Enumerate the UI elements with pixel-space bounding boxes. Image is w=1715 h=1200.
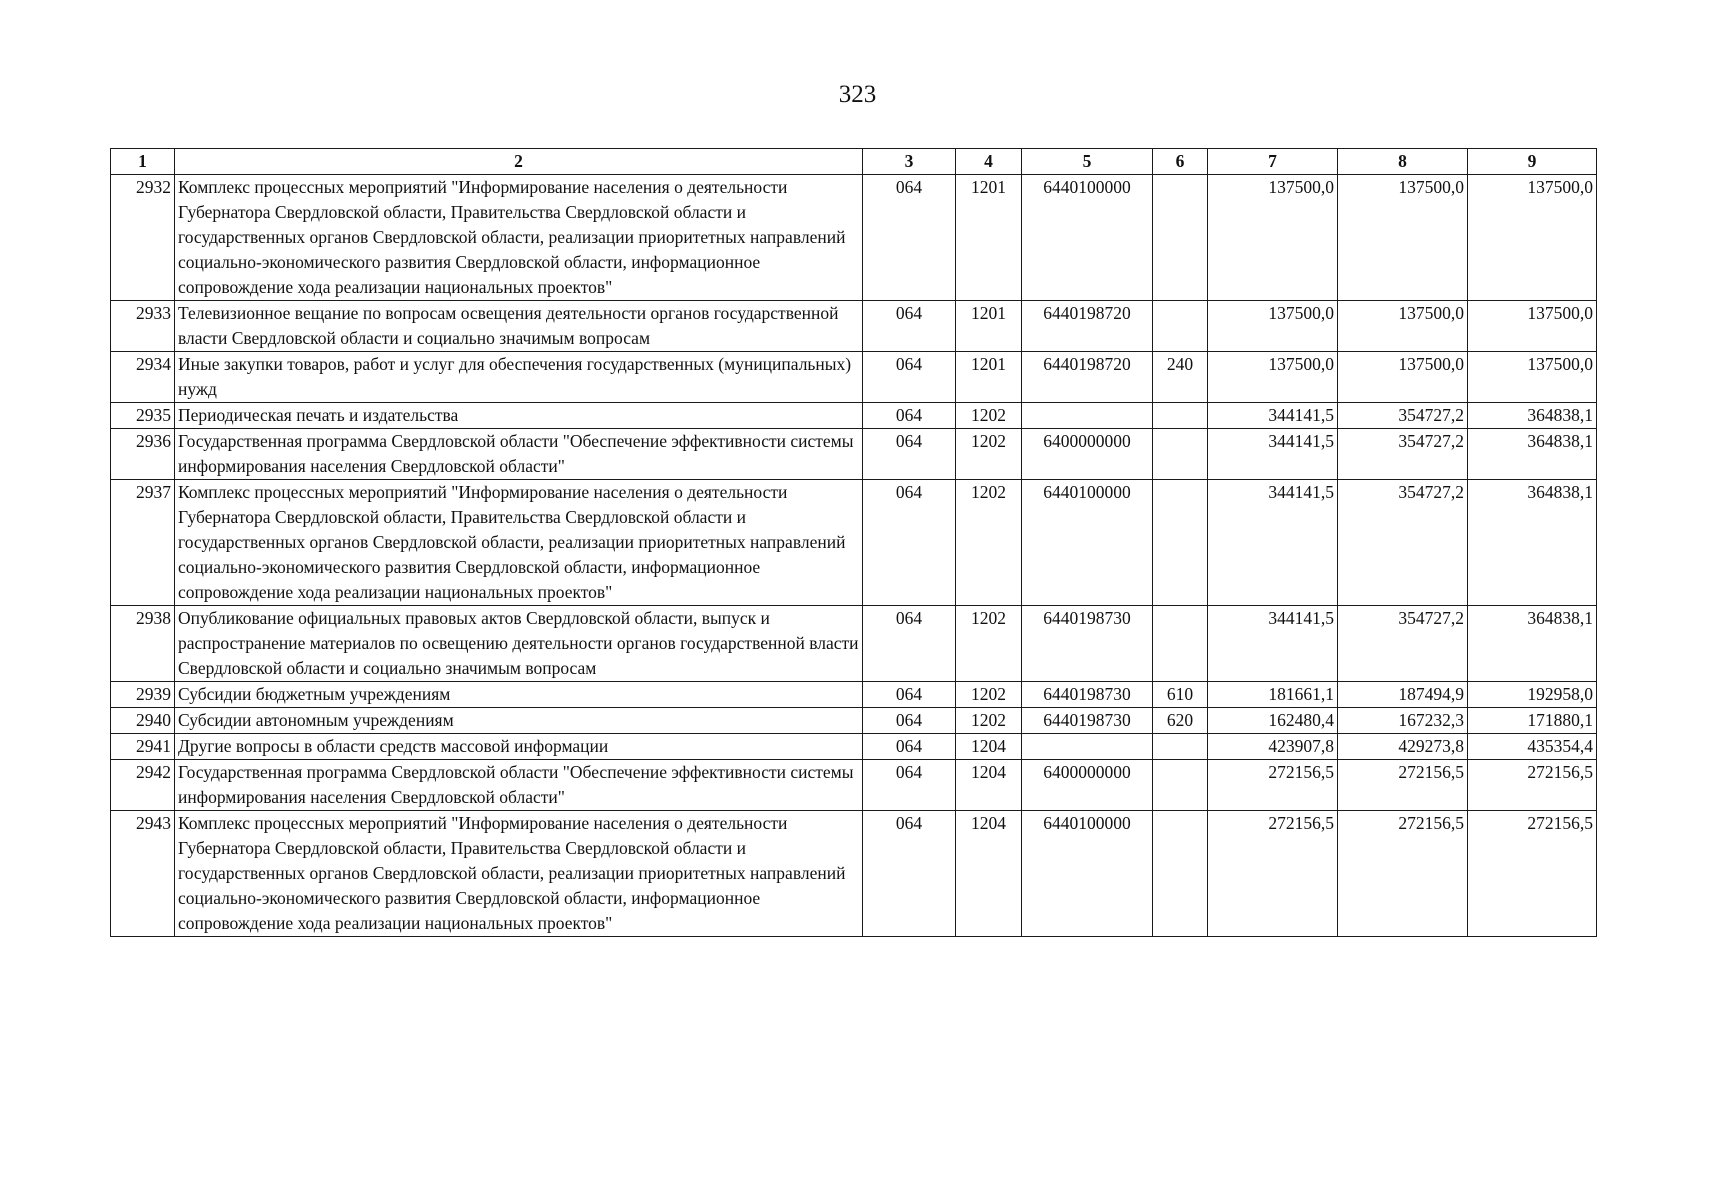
header-col-6: 6 xyxy=(1153,149,1208,175)
item-name-cell: Субсидии автономным учреждениям xyxy=(175,708,863,734)
table-header xyxy=(111,149,1597,175)
section-code-cell: 1202 xyxy=(956,606,1022,682)
header-col-9: 9 xyxy=(1468,149,1597,175)
section-code-cell: 1202 xyxy=(956,429,1022,480)
amount-col-7-cell: 137500,0 xyxy=(1208,175,1338,301)
amount-col-8-cell: 354727,2 xyxy=(1338,429,1468,480)
row-number-cell: 2938 xyxy=(111,606,175,682)
header-col-4: 4 xyxy=(956,149,1022,175)
amount-col-8-cell: 137500,0 xyxy=(1338,352,1468,403)
item-name-cell: Государственная программа Свердловской области "Обеспечение эффективности системы информирования населения Свердловской области" xyxy=(175,429,863,480)
amount-col-9-cell: 272156,5 xyxy=(1468,760,1597,811)
amount-col-8-cell: 354727,2 xyxy=(1338,606,1468,682)
amount-col-7-cell: 344141,5 xyxy=(1208,480,1338,606)
header-col-5: 5 xyxy=(1022,149,1153,175)
ministry-code-cell: 064 xyxy=(863,811,956,937)
header-col-7: 7 xyxy=(1208,149,1338,175)
header-col-1: 1 xyxy=(111,149,175,175)
row-number-cell: 2935 xyxy=(111,403,175,429)
row-number-cell: 2934 xyxy=(111,352,175,403)
ministry-code-cell: 064 xyxy=(863,734,956,760)
table-body xyxy=(111,175,1597,937)
amount-col-8-cell: 429273,8 xyxy=(1338,734,1468,760)
section-code-cell: 1204 xyxy=(956,734,1022,760)
ministry-code-cell: 064 xyxy=(863,429,956,480)
row-number-cell: 2943 xyxy=(111,811,175,937)
row-number-cell: 2933 xyxy=(111,301,175,352)
row-number-cell: 2940 xyxy=(111,708,175,734)
amount-col-9-cell: 137500,0 xyxy=(1468,352,1597,403)
amount-col-8-cell: 272156,5 xyxy=(1338,811,1468,937)
row-number-cell: 2942 xyxy=(111,760,175,811)
amount-col-7-cell: 344141,5 xyxy=(1208,606,1338,682)
row-number-cell: 2939 xyxy=(111,682,175,708)
row-number-cell: 2937 xyxy=(111,480,175,606)
row-number-cell: 2941 xyxy=(111,734,175,760)
ministry-code-cell: 064 xyxy=(863,708,956,734)
target-article-cell: 6440100000 xyxy=(1022,480,1153,606)
amount-col-7-cell: 344141,5 xyxy=(1208,403,1338,429)
section-code-cell: 1202 xyxy=(956,708,1022,734)
amount-col-8-cell: 187494,9 xyxy=(1338,682,1468,708)
expense-type-cell xyxy=(1153,734,1208,760)
expense-type-cell xyxy=(1153,480,1208,606)
amount-col-8-cell: 272156,5 xyxy=(1338,760,1468,811)
ministry-code-cell: 064 xyxy=(863,403,956,429)
amount-col-7-cell: 137500,0 xyxy=(1208,301,1338,352)
expense-type-cell xyxy=(1153,811,1208,937)
amount-col-8-cell: 354727,2 xyxy=(1338,480,1468,606)
expense-type-cell xyxy=(1153,429,1208,480)
table-row xyxy=(111,811,1597,937)
item-name-cell: Другие вопросы в области средств массовой информации xyxy=(175,734,863,760)
ministry-code-cell: 064 xyxy=(863,682,956,708)
row-number-cell: 2936 xyxy=(111,429,175,480)
section-code-cell: 1202 xyxy=(956,403,1022,429)
item-name-cell: Комплекс процессных мероприятий "Информирование населения о деятельности Губернатора Свердловской области, Правительства Свердловской области и государственных органов Свердловской области, реализации приоритетных направлений социально-экономического развития Свердловской области, информационное сопровождение хода реализации национальных проектов" xyxy=(175,480,863,606)
target-article-cell: 6400000000 xyxy=(1022,429,1153,480)
amount-col-9-cell: 364838,1 xyxy=(1468,429,1597,480)
table-row xyxy=(111,708,1597,734)
header-row xyxy=(111,149,1597,175)
expense-type-cell: 240 xyxy=(1153,352,1208,403)
section-code-cell: 1201 xyxy=(956,175,1022,301)
item-name-cell: Комплекс процессных мероприятий "Информирование населения о деятельности Губернатора Свердловской области, Правительства Свердловской области и государственных органов Свердловской области, реализации приоритетных направлений социально-экономического развития Свердловской области, информационное сопровождение хода реализации национальных проектов" xyxy=(175,811,863,937)
table-row xyxy=(111,175,1597,301)
amount-col-9-cell: 272156,5 xyxy=(1468,811,1597,937)
row-number-cell: 2932 xyxy=(111,175,175,301)
budget-table xyxy=(110,148,1597,937)
target-article-cell: 6440198720 xyxy=(1022,352,1153,403)
amount-col-7-cell: 272156,5 xyxy=(1208,811,1338,937)
target-article-cell xyxy=(1022,403,1153,429)
section-code-cell: 1204 xyxy=(956,811,1022,937)
amount-col-8-cell: 167232,3 xyxy=(1338,708,1468,734)
item-name-cell: Государственная программа Свердловской области "Обеспечение эффективности системы информирования населения Свердловской области" xyxy=(175,760,863,811)
section-code-cell: 1202 xyxy=(956,480,1022,606)
amount-col-9-cell: 171880,1 xyxy=(1468,708,1597,734)
item-name-cell: Опубликование официальных правовых актов Свердловской области, выпуск и распространение материалов по освещению деятельности органов государственной власти Свердловской области и социально значимым вопросам xyxy=(175,606,863,682)
section-code-cell: 1204 xyxy=(956,760,1022,811)
section-code-cell: 1202 xyxy=(956,682,1022,708)
section-code-cell: 1201 xyxy=(956,352,1022,403)
target-article-cell: 6440198720 xyxy=(1022,301,1153,352)
amount-col-8-cell: 354727,2 xyxy=(1338,403,1468,429)
expense-type-cell xyxy=(1153,403,1208,429)
amount-col-9-cell: 192958,0 xyxy=(1468,682,1597,708)
item-name-cell: Периодическая печать и издательства xyxy=(175,403,863,429)
item-name-cell: Иные закупки товаров, работ и услуг для обеспечения государственных (муниципальных) нужд xyxy=(175,352,863,403)
table-row xyxy=(111,606,1597,682)
amount-col-7-cell: 137500,0 xyxy=(1208,352,1338,403)
target-article-cell: 6440198730 xyxy=(1022,606,1153,682)
amount-col-9-cell: 364838,1 xyxy=(1468,480,1597,606)
amount-col-8-cell: 137500,0 xyxy=(1338,175,1468,301)
section-code-cell: 1201 xyxy=(956,301,1022,352)
ministry-code-cell: 064 xyxy=(863,606,956,682)
amount-col-7-cell: 181661,1 xyxy=(1208,682,1338,708)
target-article-cell: 6400000000 xyxy=(1022,760,1153,811)
amount-col-7-cell: 423907,8 xyxy=(1208,734,1338,760)
ministry-code-cell: 064 xyxy=(863,480,956,606)
table-row xyxy=(111,682,1597,708)
expense-type-cell xyxy=(1153,175,1208,301)
ministry-code-cell: 064 xyxy=(863,760,956,811)
table-row xyxy=(111,352,1597,403)
ministry-code-cell: 064 xyxy=(863,301,956,352)
target-article-cell: 6440198730 xyxy=(1022,708,1153,734)
amount-col-9-cell: 137500,0 xyxy=(1468,301,1597,352)
table-row xyxy=(111,429,1597,480)
expense-type-cell xyxy=(1153,606,1208,682)
table-row xyxy=(111,734,1597,760)
expense-type-cell xyxy=(1153,301,1208,352)
amount-col-7-cell: 272156,5 xyxy=(1208,760,1338,811)
amount-col-9-cell: 364838,1 xyxy=(1468,606,1597,682)
target-article-cell: 6440198730 xyxy=(1022,682,1153,708)
item-name-cell: Субсидии бюджетным учреждениям xyxy=(175,682,863,708)
amount-col-9-cell: 435354,4 xyxy=(1468,734,1597,760)
ministry-code-cell: 064 xyxy=(863,352,956,403)
item-name-cell: Телевизионное вещание по вопросам освещения деятельности органов государственной власти Свердловской области и социально значимым вопросам xyxy=(175,301,863,352)
table-row xyxy=(111,301,1597,352)
page-number: 323 xyxy=(838,81,877,108)
expense-type-cell xyxy=(1153,760,1208,811)
amount-col-9-cell: 364838,1 xyxy=(1468,403,1597,429)
header-col-2: 2 xyxy=(175,149,863,175)
expense-type-cell: 610 xyxy=(1153,682,1208,708)
amount-col-7-cell: 344141,5 xyxy=(1208,429,1338,480)
target-article-cell: 6440100000 xyxy=(1022,811,1153,937)
target-article-cell xyxy=(1022,734,1153,760)
item-name-cell: Комплекс процессных мероприятий "Информирование населения о деятельности Губернатора Свердловской области, Правительства Свердловской области и государственных органов Свердловской области, реализации приоритетных направлений социально-экономического развития Свердловской области, информационное сопровождение хода реализации национальных проектов" xyxy=(175,175,863,301)
table-row xyxy=(111,403,1597,429)
target-article-cell: 6440100000 xyxy=(1022,175,1153,301)
amount-col-7-cell: 162480,4 xyxy=(1208,708,1338,734)
expense-type-cell: 620 xyxy=(1153,708,1208,734)
amount-col-9-cell: 137500,0 xyxy=(1468,175,1597,301)
ministry-code-cell: 064 xyxy=(863,175,956,301)
header-col-8: 8 xyxy=(1338,149,1468,175)
table-row xyxy=(111,480,1597,606)
table-row xyxy=(111,760,1597,811)
amount-col-8-cell: 137500,0 xyxy=(1338,301,1468,352)
header-col-3: 3 xyxy=(863,149,956,175)
